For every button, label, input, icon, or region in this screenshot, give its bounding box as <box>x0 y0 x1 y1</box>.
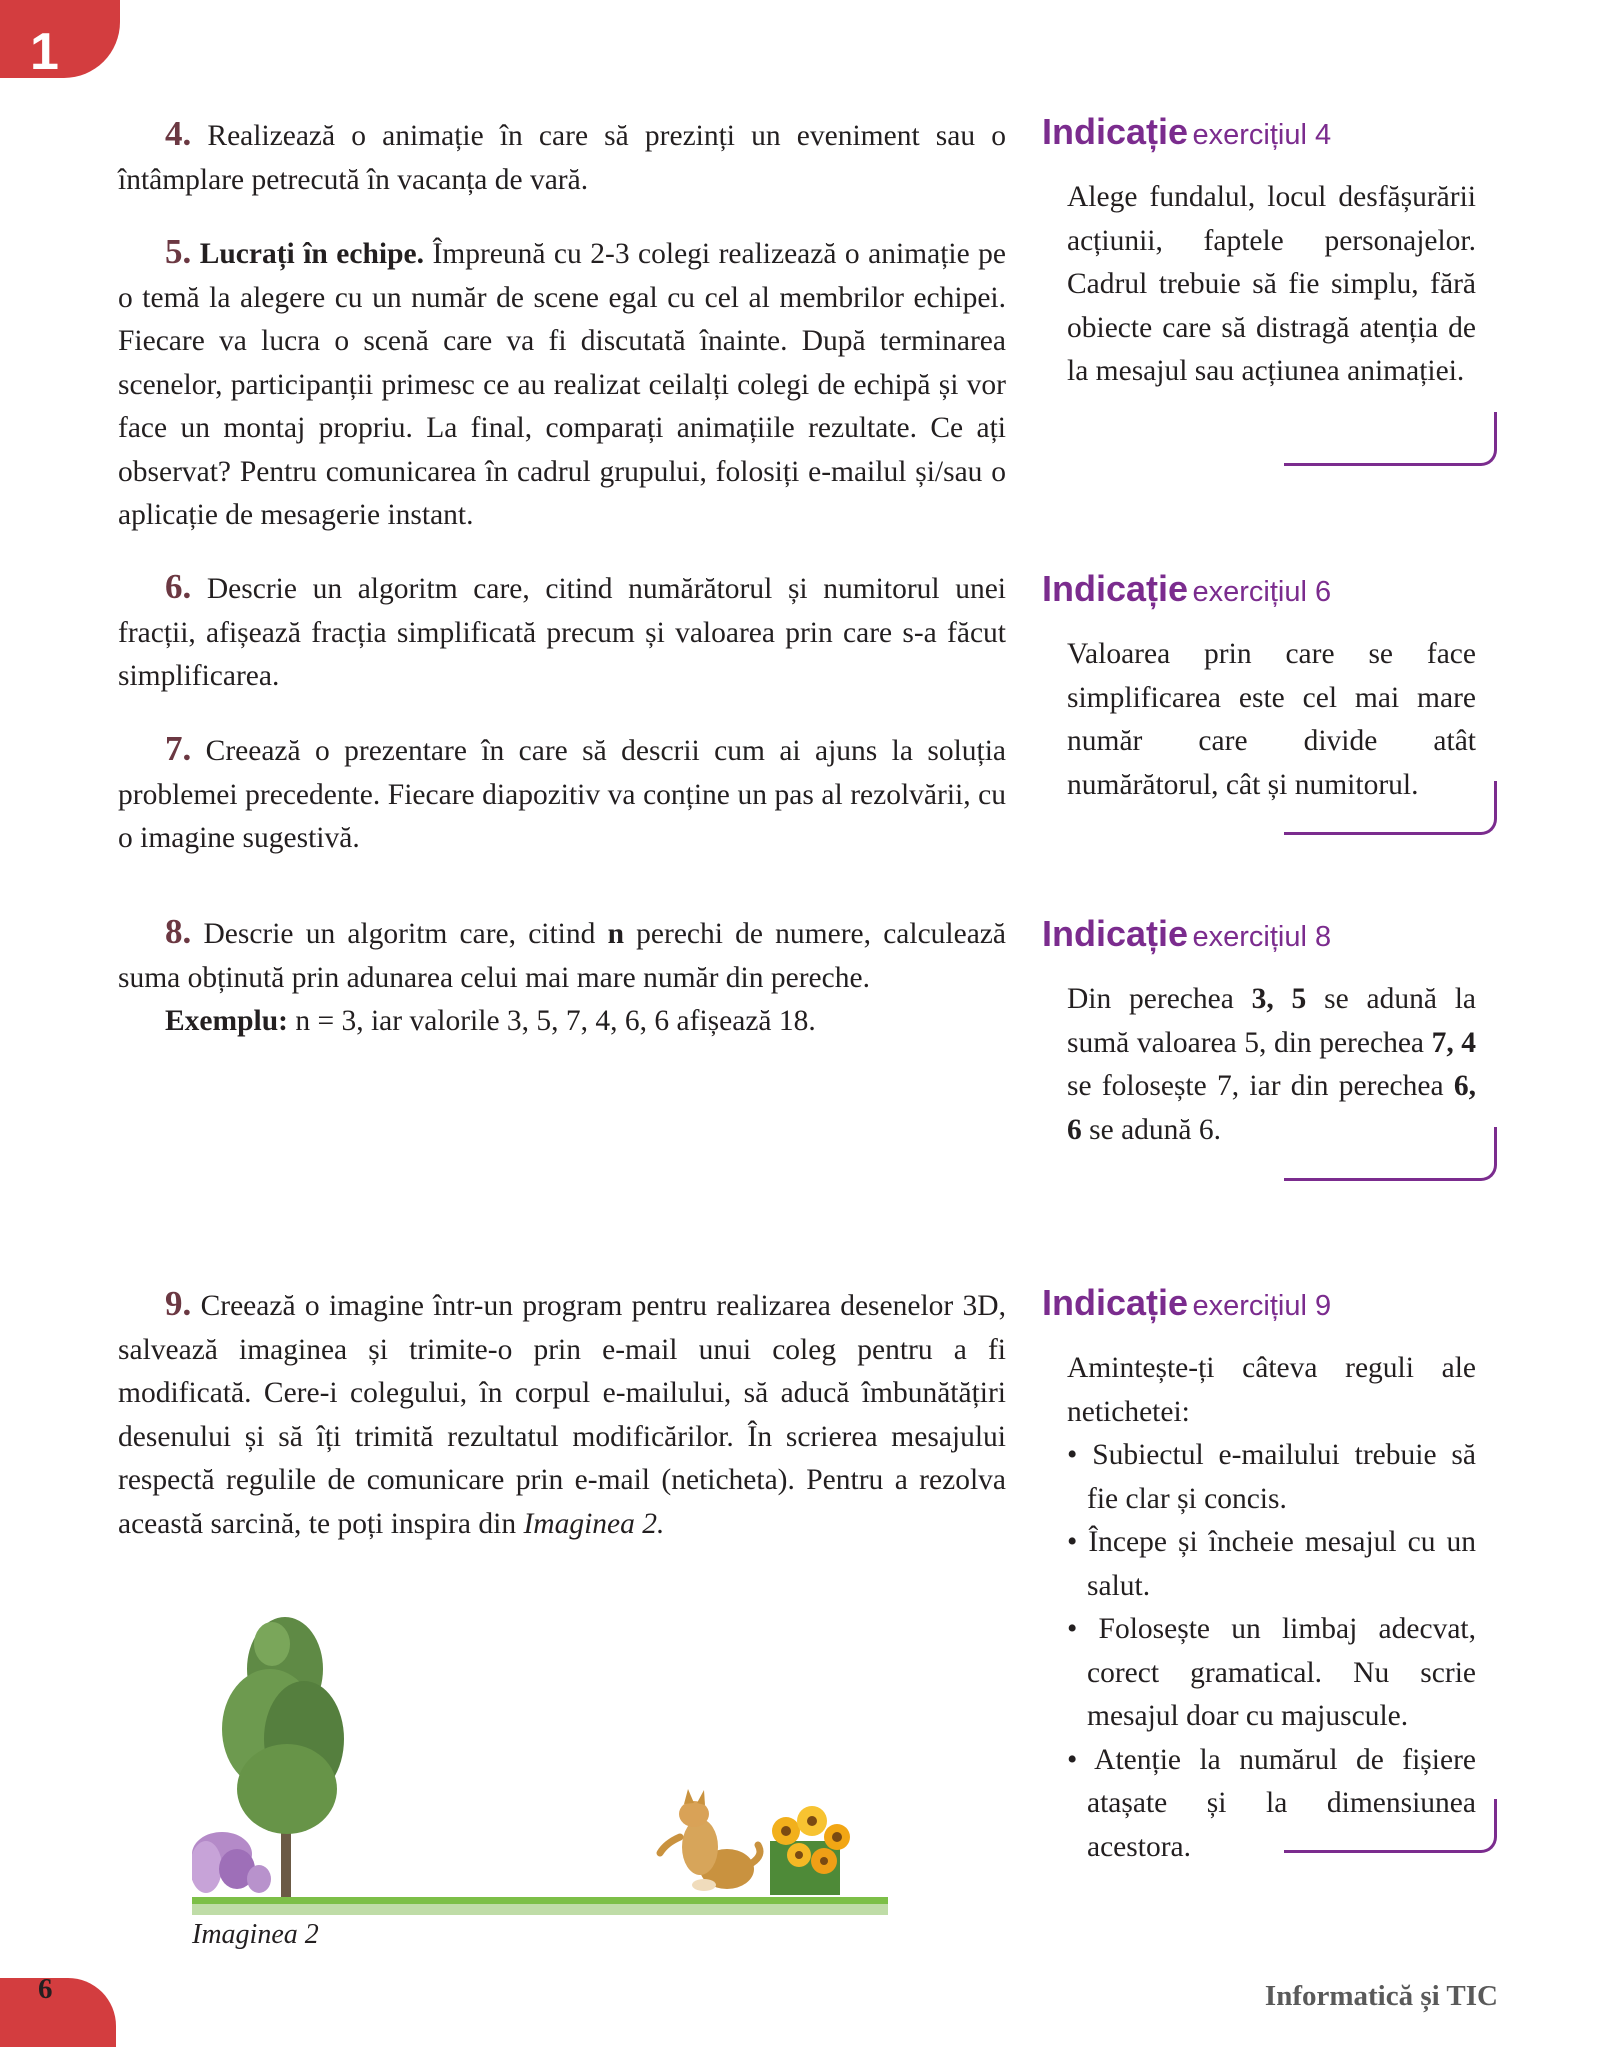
hint-box-9 <box>1042 1283 1497 1869</box>
hint-box-6 <box>1042 569 1497 807</box>
chapter-number: 1 <box>30 23 59 81</box>
hint-bracket <box>1284 781 1497 835</box>
list-item: • Atenție la numărul de fișiere atașate și la dimensiunea acestora. <box>1067 1743 1476 1863</box>
hint-text-part: se folosește 7, iar din perechea <box>1067 1070 1444 1102</box>
list-item: • Subiectul e-mailului trebuie să fie clar și concis. <box>1067 1439 1476 1515</box>
hint-bold-part: 3, 5 <box>1251 983 1307 1015</box>
exercise-text: Creează o imagine într-un program pentru realizarea desenelor 3D, salvează imaginea și trimite-o prin e-mail unui coleg pentru a fi modificată. Cere-i colegului, în corpul e-mailului, să aducă îmbunătățiri desenului și să îți trimită rezultatul modificărilor. În scrierea mesajului respectă regulile de comunicare prin e-mail (neticheta). Pentru a rezolva această sarcină, te poți inspira din <box>118 1290 1006 1540</box>
hint-bold-part: 7, 4 <box>1431 1026 1477 1059</box>
hint-title <box>1042 1283 1497 1331</box>
hint-bold-part: 6, 6 <box>1067 1070 1477 1146</box>
exercise-9 <box>118 1282 1006 1546</box>
hint-intro: Amintește-ți câteva reguli ale netichetei: <box>1067 1352 1476 1428</box>
hint-title-main: Indicație <box>1042 913 1189 954</box>
exercise-number: 6. <box>165 567 192 606</box>
hint-text <box>1067 978 1476 1152</box>
exercise-text: Creează o prezentare în care să descrii cum ai ajuns la soluția problemei precedente. Fiecare diapozitiv va conține un pas al rezolvării, cu o imagine sugestivă. <box>118 735 1006 854</box>
exercise-text: Descrie un algoritm care, citind numărătorul și numitorul unei fracții, afișează fracția simplificată precum și valoarea prin care s-a făcut simplificarea. <box>118 573 1006 692</box>
hint-text: Valoarea prin care se face simplificarea este cel mai mare număr care divide atât numărătorul, cât și numitorul. <box>1067 638 1476 801</box>
exercise-6 <box>118 565 1006 699</box>
exercise-7 <box>118 727 1006 861</box>
figure-caption: Imaginea 2 <box>192 1919 319 1950</box>
hint-title-sub: exercițiul 6 <box>1192 576 1332 608</box>
hint-title-main: Indicație <box>1042 1282 1189 1323</box>
exercise-5 <box>118 230 1006 538</box>
example-text: n = 3, iar valorile 3, 5, 7, 4, 6, 6 afișează 18. <box>295 1005 816 1037</box>
hint-title-main: Indicație <box>1042 111 1189 152</box>
hint-box-4 <box>1042 112 1497 394</box>
hint-text-part: se adună 6. <box>1089 1113 1222 1146</box>
footer-title: Informatică și TIC <box>1264 1980 1498 2012</box>
example-label: Exemplu: <box>165 1005 288 1037</box>
hint-body <box>1067 978 1476 1152</box>
hint-title-sub: exercițiul 4 <box>1192 119 1332 151</box>
page-number: 6 <box>38 1973 53 2005</box>
hint-bracket <box>1284 412 1497 466</box>
hint-bracket <box>1284 1799 1497 1853</box>
hint-title <box>1042 569 1497 617</box>
hint-text-part: se adună la sumă valoarea 5, din perechea <box>1067 983 1476 1059</box>
exercise-text: Realizează o animație în care să prezinți un eveniment sau o întâmplare petrecută în vacanța de vară. <box>118 120 1006 196</box>
hint-title <box>1042 914 1497 962</box>
ground-shadow <box>192 1904 888 1915</box>
hint-body <box>1067 1347 1476 1869</box>
hint-title-main: Indicație <box>1042 568 1189 609</box>
hint-box-8 <box>1042 914 1497 1152</box>
exercise-text-b: perechi de numere, calculează suma obținută prin adunarea celui mai mare număr din pereche. <box>118 918 1006 994</box>
exercise-text-a: Descrie un algoritm care, citind <box>203 918 596 950</box>
exercise-lead: Lucrați în echipe. <box>199 238 424 270</box>
exercise-4 <box>118 112 1006 202</box>
hint-body <box>1067 176 1476 394</box>
exercise-text: Împreună cu 2-3 colegi realizează o animație pe o temă la alegere cu un număr de scene egal cu cel al membrilor echipei. Fiecare va lucra o scenă care va fi discutată înainte. După terminarea scenelor, participanții primesc ce au realizat ceilalți colegi de echipă și vor face un montaj propriu. La final, comparați animațiile rezultate. Ce ați observat? Pentru comunicarea în cadrul grupului, folosiți e-mailul și/sau o aplicație de mesagerie instant. <box>118 238 1007 531</box>
chapter-tab <box>0 0 120 81</box>
exercise-number: 4. <box>165 114 192 153</box>
hint-title-sub: exercițiul 8 <box>1192 921 1332 953</box>
exercise-number: 9. <box>165 1284 192 1323</box>
hint-title <box>1042 112 1497 160</box>
exercise-number: 5. <box>165 232 192 271</box>
illustration-3d-scene <box>192 1599 888 1917</box>
list-item: • Folosește un limbaj adecvat, corect gramatical. Nu scrie mesajul doar cu majuscule. <box>1067 1613 1476 1732</box>
list-item: • Începe și încheie mesajul cu un salut. <box>1067 1526 1476 1602</box>
exercise-number: 8. <box>165 912 192 951</box>
exercise-number: 7. <box>165 729 192 768</box>
hint-text: Alege fundalul, locul desfășurării acțiunii, faptele personajelor. Cadrul trebuie să fie simplu, fără obiecte care să distragă atenția de la mesajul sau acțiunea animației. <box>1067 181 1476 387</box>
image-reference: Imaginea 2. <box>523 1507 665 1540</box>
exercise-8 <box>118 910 1006 1044</box>
grass-strip <box>192 1897 888 1904</box>
hint-text-part: Din perechea <box>1067 983 1234 1015</box>
hint-bracket <box>1284 1127 1497 1181</box>
hint-title-sub: exercițiul 9 <box>1192 1290 1332 1322</box>
variable-n: n <box>607 918 624 950</box>
page-tab <box>0 1978 116 2047</box>
